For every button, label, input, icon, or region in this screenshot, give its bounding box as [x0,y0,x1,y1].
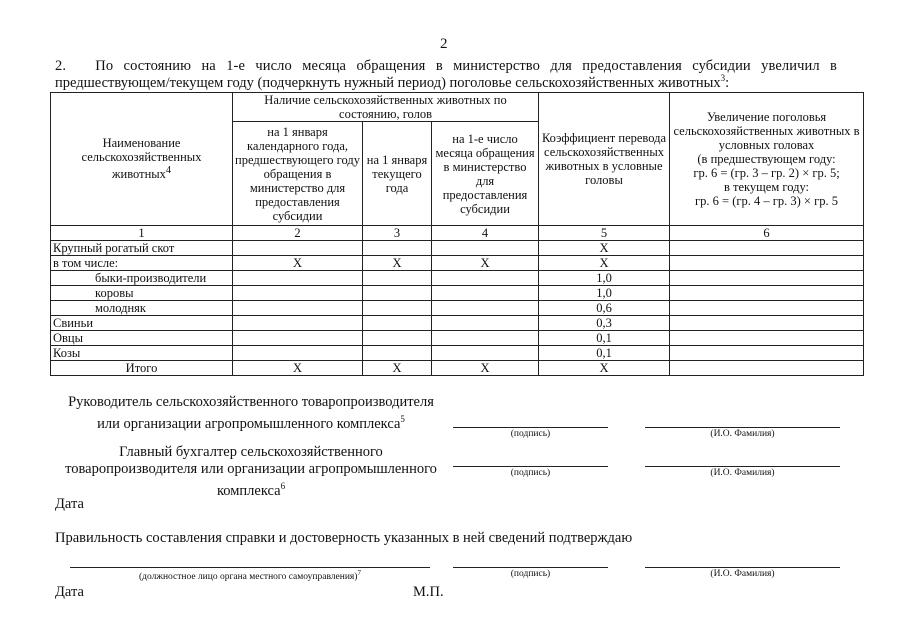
cell [363,346,432,361]
accountant-name-caption: (И.О. Фамилия) [710,468,775,478]
page-number: 2 [440,36,448,52]
cell: 0,1 [539,346,670,361]
head-signature-caption: (подпись) [510,429,551,439]
footnote-4: 4 [165,165,172,177]
cell: X [539,256,670,271]
head-name-caption: (И.О. Фамилия) [710,429,775,439]
cell [432,346,539,361]
accountant-name-line[interactable] [645,466,840,467]
row-label: Козы [51,346,233,361]
cell: X [539,241,670,256]
cell [432,301,539,316]
cell [363,241,432,256]
confirmation-text: Правильность составления справки и достоверность указанных в ней сведений подтверждаю [55,530,633,546]
official-signature-line[interactable] [453,567,608,568]
cell [363,301,432,316]
header-availability-group: Наличие сельскохозяйственных животных по состоянию, голов [233,93,539,122]
cell: X [432,256,539,271]
official-name-caption: (И.О. Фамилия) [710,569,775,579]
cell [670,301,864,316]
table-row-total [51,361,864,376]
head-name-line[interactable] [645,427,840,428]
col-number: 4 [432,226,539,241]
row-label: молодняк [51,301,233,316]
row-label: Овцы [51,331,233,346]
cell: X [432,361,539,376]
cell [233,286,363,301]
cell [432,241,539,256]
accountant-title: Главный бухгалтер сельскохозяйственного товаропроизводителя или организации агропромышленного комплекса$^6$ [65,444,437,499]
table-row [51,271,864,286]
official-signature-caption: (подпись) [510,569,551,579]
accountant-signature-line[interactable] [453,466,608,467]
intro-line2-tail: : [725,75,730,91]
cell [363,316,432,331]
row-label-total: Итого [51,361,233,376]
intro-paragraph-line1: 2. По состоянию на 1-е число месяца обращения в министерство для предоставления субсидии увеличил в [55,58,837,74]
footnote-3: 3 [720,73,726,84]
row-label: быки-производители [51,271,233,286]
cell [432,286,539,301]
date-label-1: Дата [55,496,84,512]
official-name-line[interactable] [645,567,840,568]
row-label: Крупный рогатый скот [51,241,233,256]
intro-paragraph-line2 [55,75,837,91]
header-animal-name: Наименование сельскохозяйственных животных$^4$ [51,93,233,226]
cell [670,331,864,346]
cell: 1,0 [539,271,670,286]
col-number: 6 [670,226,864,241]
table-row [51,316,864,331]
cell [432,271,539,286]
col-number: 5 [539,226,670,241]
cell [233,301,363,316]
cell [233,331,363,346]
cell [233,241,363,256]
table-row [51,346,864,361]
cell [670,256,864,271]
cell: 0,6 [539,301,670,316]
header-month-first: на 1-е число месяца обращения в министерство для предоставления субсидии [432,122,539,226]
livestock-table [50,92,864,376]
cell: X [539,361,670,376]
table-row [51,331,864,346]
col-number: 2 [233,226,363,241]
footnote-6: 6 [280,481,286,491]
table-row [51,256,864,271]
cell [363,271,432,286]
column-numbers-row [51,226,864,241]
header-jan1-previous: на 1 января календарного года, предшествующего году обращения в министерство для предоставления субсидии [233,122,363,226]
table-row [51,286,864,301]
cell [670,241,864,256]
official-caption: (должностное лицо органа местного самоуправления)$^7$ [139,569,361,583]
header-conversion-coefficient: Коэффициент перевода сельскохозяйственных животных в условные головы [539,93,670,226]
cell [363,286,432,301]
date-label-2: Дата [55,584,84,600]
official-line[interactable] [70,567,430,568]
col-number: 3 [363,226,432,241]
cell [432,331,539,346]
footnote-5: 5 [400,414,405,424]
col-number: 1 [51,226,233,241]
row-label: коровы [51,286,233,301]
row-label: Свиньи [51,316,233,331]
cell [670,286,864,301]
cell [233,316,363,331]
cell [432,316,539,331]
cell: 1,0 [539,286,670,301]
table-row [51,301,864,316]
cell [670,346,864,361]
row-label: в том числе: [51,256,233,271]
cell [670,361,864,376]
cell [363,331,432,346]
header-increase: Увеличение поголовья сельскохозяйственных животных в условных головах (в предшествующем году: гр. 6 = (гр. 3 – гр. 2) × гр. 5; в текущем году: гр. 6 = (гр. 4 – гр. 3) × гр. 5 [670,93,864,226]
footnote-7: 7 [357,569,361,577]
cell: 0,3 [539,316,670,331]
cell: X [363,361,432,376]
cell [670,271,864,286]
cell [233,271,363,286]
intro-line2-text: предшествующем/текущем году (подчеркнуть нужный период) поголовье сельскохозяйственных животных [55,75,721,91]
header-jan1-current: на 1 января текущего года [363,122,432,226]
cell: X [363,256,432,271]
head-signature-line[interactable] [453,427,608,428]
cell: X [233,256,363,271]
stamp-label: М.П. [413,584,444,600]
accountant-signature-caption: (подпись) [510,468,551,478]
head-title: Руководитель сельскохозяйственного товаропроизводителя или организации агропромышленного комплекса$^5$ [68,394,434,432]
cell: 0,1 [539,331,670,346]
cell [233,346,363,361]
cell: X [233,361,363,376]
cell [670,316,864,331]
table-row [51,241,864,256]
